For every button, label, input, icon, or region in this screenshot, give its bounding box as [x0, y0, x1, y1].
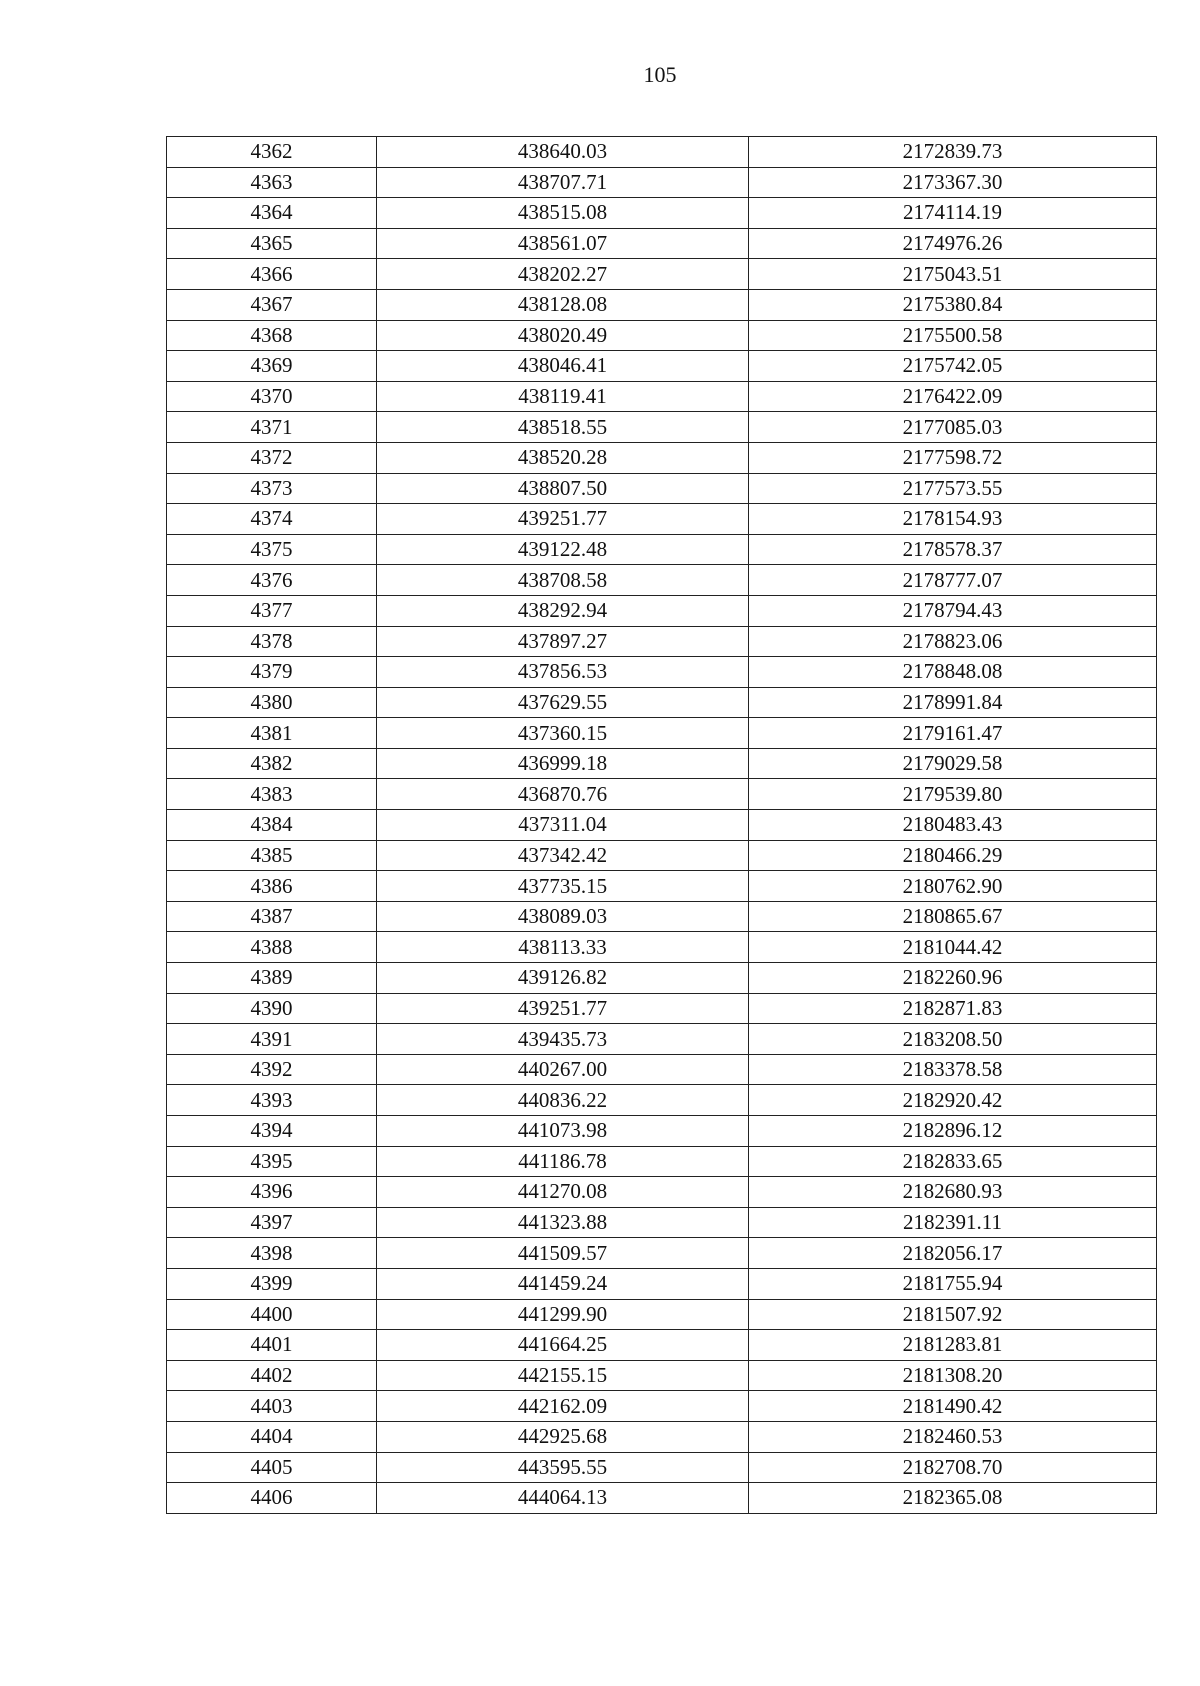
x-coordinate-cell: 438020.49 [377, 320, 749, 351]
point-id-cell: 4400 [167, 1299, 377, 1330]
point-id-cell: 4382 [167, 748, 377, 779]
table-row [167, 657, 1157, 688]
y-coordinate-cell: 2182833.65 [749, 1146, 1157, 1177]
table-row [167, 1360, 1157, 1391]
table-row [167, 320, 1157, 351]
y-coordinate-cell: 2182680.93 [749, 1177, 1157, 1208]
x-coordinate-cell: 442925.68 [377, 1421, 749, 1452]
table-row [167, 228, 1157, 259]
y-coordinate-cell: 2173367.30 [749, 167, 1157, 198]
point-id-cell: 4393 [167, 1085, 377, 1116]
y-coordinate-cell: 2177598.72 [749, 442, 1157, 473]
y-coordinate-cell: 2176422.09 [749, 381, 1157, 412]
x-coordinate-cell: 438707.71 [377, 167, 749, 198]
y-coordinate-cell: 2181044.42 [749, 932, 1157, 963]
x-coordinate-cell: 438046.41 [377, 351, 749, 382]
x-coordinate-cell: 439126.82 [377, 963, 749, 994]
point-id-cell: 4401 [167, 1330, 377, 1361]
y-coordinate-cell: 2178154.93 [749, 504, 1157, 535]
table-row [167, 259, 1157, 290]
point-id-cell: 4390 [167, 993, 377, 1024]
x-coordinate-cell: 441299.90 [377, 1299, 749, 1330]
x-coordinate-cell: 442162.09 [377, 1391, 749, 1422]
point-id-cell: 4392 [167, 1054, 377, 1085]
y-coordinate-cell: 2182920.42 [749, 1085, 1157, 1116]
point-id-cell: 4366 [167, 259, 377, 290]
point-id-cell: 4394 [167, 1116, 377, 1147]
x-coordinate-cell: 444064.13 [377, 1483, 749, 1514]
x-coordinate-cell: 438089.03 [377, 901, 749, 932]
table-row [167, 932, 1157, 963]
y-coordinate-cell: 2180762.90 [749, 871, 1157, 902]
point-id-cell: 4381 [167, 718, 377, 749]
y-coordinate-cell: 2182708.70 [749, 1452, 1157, 1483]
table-row [167, 993, 1157, 1024]
table-row [167, 412, 1157, 443]
table-row [167, 1238, 1157, 1269]
y-coordinate-cell: 2174976.26 [749, 228, 1157, 259]
y-coordinate-cell: 2179161.47 [749, 718, 1157, 749]
point-id-cell: 4404 [167, 1421, 377, 1452]
point-id-cell: 4405 [167, 1452, 377, 1483]
x-coordinate-cell: 439251.77 [377, 993, 749, 1024]
x-coordinate-cell: 441323.88 [377, 1207, 749, 1238]
table-row [167, 901, 1157, 932]
point-id-cell: 4406 [167, 1483, 377, 1514]
x-coordinate-cell: 441664.25 [377, 1330, 749, 1361]
table-row [167, 963, 1157, 994]
x-coordinate-cell: 442155.15 [377, 1360, 749, 1391]
table-row [167, 442, 1157, 473]
point-id-cell: 4387 [167, 901, 377, 932]
table-row [167, 1391, 1157, 1422]
point-id-cell: 4370 [167, 381, 377, 412]
table-row [167, 1177, 1157, 1208]
table-row [167, 1085, 1157, 1116]
table-row [167, 840, 1157, 871]
point-id-cell: 4391 [167, 1024, 377, 1055]
y-coordinate-cell: 2179539.80 [749, 779, 1157, 810]
y-coordinate-cell: 2174114.19 [749, 198, 1157, 229]
point-id-cell: 4378 [167, 626, 377, 657]
x-coordinate-cell: 438708.58 [377, 565, 749, 596]
x-coordinate-cell: 441073.98 [377, 1116, 749, 1147]
table-row [167, 289, 1157, 320]
coordinates-table-body [167, 137, 1157, 1514]
table-row [167, 810, 1157, 841]
y-coordinate-cell: 2182871.83 [749, 993, 1157, 1024]
table-row [167, 1146, 1157, 1177]
y-coordinate-cell: 2181283.81 [749, 1330, 1157, 1361]
table-row [167, 1421, 1157, 1452]
table-row [167, 1483, 1157, 1514]
x-coordinate-cell: 438292.94 [377, 595, 749, 626]
table-row [167, 748, 1157, 779]
table-row [167, 595, 1157, 626]
x-coordinate-cell: 443595.55 [377, 1452, 749, 1483]
point-id-cell: 4373 [167, 473, 377, 504]
table-row [167, 687, 1157, 718]
y-coordinate-cell: 2178823.06 [749, 626, 1157, 657]
y-coordinate-cell: 2181755.94 [749, 1268, 1157, 1299]
y-coordinate-cell: 2183208.50 [749, 1024, 1157, 1055]
table-row [167, 1054, 1157, 1085]
point-id-cell: 4379 [167, 657, 377, 688]
table-row [167, 1024, 1157, 1055]
y-coordinate-cell: 2177085.03 [749, 412, 1157, 443]
y-coordinate-cell: 2182391.11 [749, 1207, 1157, 1238]
x-coordinate-cell: 438807.50 [377, 473, 749, 504]
y-coordinate-cell: 2178777.07 [749, 565, 1157, 596]
y-coordinate-cell: 2182056.17 [749, 1238, 1157, 1269]
point-id-cell: 4375 [167, 534, 377, 565]
point-id-cell: 4396 [167, 1177, 377, 1208]
point-id-cell: 4385 [167, 840, 377, 871]
x-coordinate-cell: 438119.41 [377, 381, 749, 412]
page-number: 105 [643, 62, 677, 87]
point-id-cell: 4368 [167, 320, 377, 351]
point-id-cell: 4376 [167, 565, 377, 596]
point-id-cell: 4369 [167, 351, 377, 382]
x-coordinate-cell: 437629.55 [377, 687, 749, 718]
x-coordinate-cell: 438518.55 [377, 412, 749, 443]
y-coordinate-cell: 2175500.58 [749, 320, 1157, 351]
x-coordinate-cell: 439122.48 [377, 534, 749, 565]
y-coordinate-cell: 2177573.55 [749, 473, 1157, 504]
y-coordinate-cell: 2178991.84 [749, 687, 1157, 718]
table-row [167, 626, 1157, 657]
x-coordinate-cell: 440267.00 [377, 1054, 749, 1085]
x-coordinate-cell: 440836.22 [377, 1085, 749, 1116]
x-coordinate-cell: 437897.27 [377, 626, 749, 657]
point-id-cell: 4364 [167, 198, 377, 229]
table-row [167, 137, 1157, 168]
point-id-cell: 4399 [167, 1268, 377, 1299]
y-coordinate-cell: 2182365.08 [749, 1483, 1157, 1514]
point-id-cell: 4372 [167, 442, 377, 473]
x-coordinate-cell: 437311.04 [377, 810, 749, 841]
x-coordinate-cell: 436870.76 [377, 779, 749, 810]
y-coordinate-cell: 2172839.73 [749, 137, 1157, 168]
x-coordinate-cell: 438128.08 [377, 289, 749, 320]
x-coordinate-cell: 439435.73 [377, 1024, 749, 1055]
table-row [167, 779, 1157, 810]
table-row [167, 473, 1157, 504]
table-row [167, 1452, 1157, 1483]
x-coordinate-cell: 441186.78 [377, 1146, 749, 1177]
table-row [167, 718, 1157, 749]
y-coordinate-cell: 2178578.37 [749, 534, 1157, 565]
point-id-cell: 4384 [167, 810, 377, 841]
y-coordinate-cell: 2183378.58 [749, 1054, 1157, 1085]
table-row [167, 381, 1157, 412]
table-row [167, 565, 1157, 596]
y-coordinate-cell: 2182460.53 [749, 1421, 1157, 1452]
x-coordinate-cell: 438113.33 [377, 932, 749, 963]
x-coordinate-cell: 441459.24 [377, 1268, 749, 1299]
y-coordinate-cell: 2175043.51 [749, 259, 1157, 290]
y-coordinate-cell: 2179029.58 [749, 748, 1157, 779]
y-coordinate-cell: 2182260.96 [749, 963, 1157, 994]
point-id-cell: 4397 [167, 1207, 377, 1238]
point-id-cell: 4402 [167, 1360, 377, 1391]
point-id-cell: 4383 [167, 779, 377, 810]
table-row [167, 1299, 1157, 1330]
x-coordinate-cell: 437360.15 [377, 718, 749, 749]
table-row [167, 1116, 1157, 1147]
table-row [167, 504, 1157, 535]
y-coordinate-cell: 2181308.20 [749, 1360, 1157, 1391]
point-id-cell: 4371 [167, 412, 377, 443]
table-row [167, 167, 1157, 198]
table-row [167, 534, 1157, 565]
x-coordinate-cell: 437342.42 [377, 840, 749, 871]
table-row [167, 1207, 1157, 1238]
point-id-cell: 4389 [167, 963, 377, 994]
y-coordinate-cell: 2180865.67 [749, 901, 1157, 932]
point-id-cell: 4367 [167, 289, 377, 320]
coordinates-table [166, 136, 1157, 1514]
point-id-cell: 4395 [167, 1146, 377, 1177]
point-id-cell: 4377 [167, 595, 377, 626]
point-id-cell: 4398 [167, 1238, 377, 1269]
y-coordinate-cell: 2181490.42 [749, 1391, 1157, 1422]
y-coordinate-cell: 2180483.43 [749, 810, 1157, 841]
x-coordinate-cell: 441270.08 [377, 1177, 749, 1208]
table-row [167, 1330, 1157, 1361]
point-id-cell: 4388 [167, 932, 377, 963]
y-coordinate-cell: 2180466.29 [749, 840, 1157, 871]
x-coordinate-cell: 439251.77 [377, 504, 749, 535]
y-coordinate-cell: 2175380.84 [749, 289, 1157, 320]
x-coordinate-cell: 438202.27 [377, 259, 749, 290]
point-id-cell: 4386 [167, 871, 377, 902]
x-coordinate-cell: 436999.18 [377, 748, 749, 779]
table-row [167, 1268, 1157, 1299]
y-coordinate-cell: 2178794.43 [749, 595, 1157, 626]
point-id-cell: 4403 [167, 1391, 377, 1422]
x-coordinate-cell: 438520.28 [377, 442, 749, 473]
table-row [167, 871, 1157, 902]
y-coordinate-cell: 2181507.92 [749, 1299, 1157, 1330]
point-id-cell: 4363 [167, 167, 377, 198]
point-id-cell: 4374 [167, 504, 377, 535]
x-coordinate-cell: 438515.08 [377, 198, 749, 229]
point-id-cell: 4365 [167, 228, 377, 259]
table-row [167, 351, 1157, 382]
x-coordinate-cell: 438640.03 [377, 137, 749, 168]
x-coordinate-cell: 438561.07 [377, 228, 749, 259]
x-coordinate-cell: 441509.57 [377, 1238, 749, 1269]
point-id-cell: 4380 [167, 687, 377, 718]
point-id-cell: 4362 [167, 137, 377, 168]
x-coordinate-cell: 437856.53 [377, 657, 749, 688]
x-coordinate-cell: 437735.15 [377, 871, 749, 902]
y-coordinate-cell: 2182896.12 [749, 1116, 1157, 1147]
table-row [167, 198, 1157, 229]
y-coordinate-cell: 2178848.08 [749, 657, 1157, 688]
y-coordinate-cell: 2175742.05 [749, 351, 1157, 382]
